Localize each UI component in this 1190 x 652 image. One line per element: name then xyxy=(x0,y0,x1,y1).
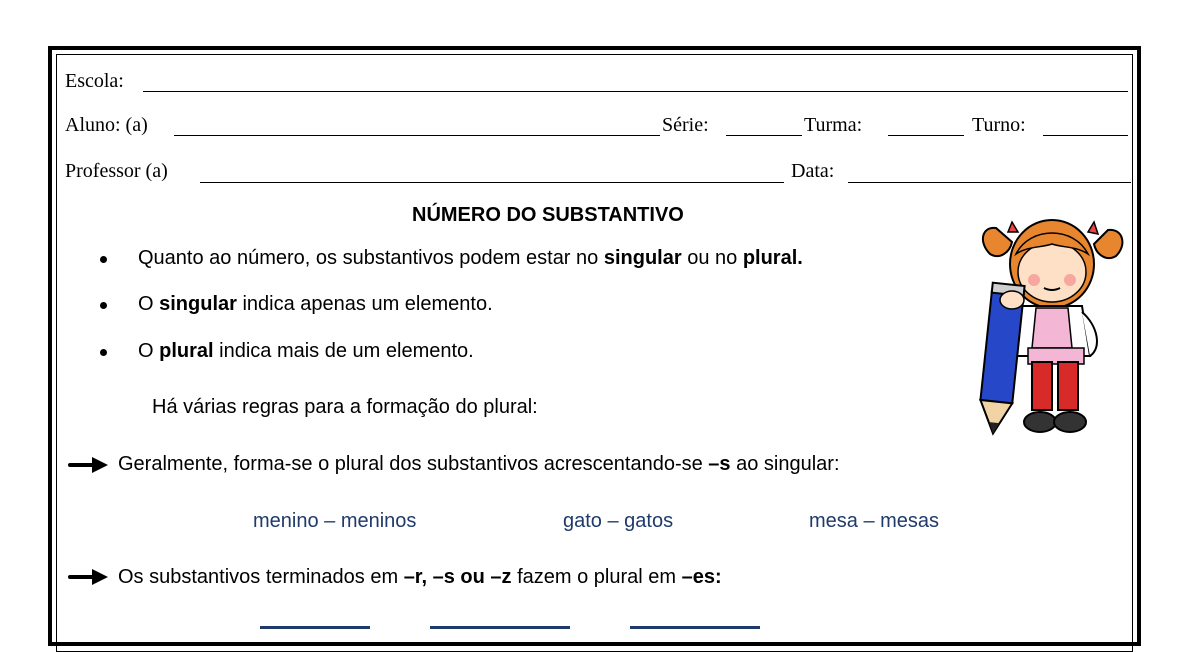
girl-with-pencil-illustration xyxy=(972,208,1132,440)
professor-label: Professor (a) xyxy=(65,160,168,182)
rule-1-bold: –s xyxy=(708,453,731,475)
serie-field[interactable] xyxy=(726,135,802,136)
bullet-1-text: Quanto ao número, os substantivos podem estar no xyxy=(138,247,604,269)
bullet-3-text: O xyxy=(138,340,160,362)
bullet-3-bold: plural xyxy=(159,340,214,362)
data-field[interactable] xyxy=(848,182,1131,183)
bullet-dot xyxy=(100,302,107,309)
rule-2-bold-es: –es: xyxy=(681,566,722,588)
aluno-label: Aluno: (a) xyxy=(65,114,148,136)
turma-field[interactable] xyxy=(888,135,964,136)
rule-2-bold-endings: –r, –s ou –z xyxy=(403,566,512,588)
bullet-2-bold: singular xyxy=(159,293,237,315)
turno-label: Turno: xyxy=(972,114,1026,136)
intro-text: Há várias regras para a formação do plural: xyxy=(152,396,538,418)
escola-field[interactable] xyxy=(143,91,1128,92)
turno-field[interactable] xyxy=(1043,135,1128,136)
aluno-field[interactable] xyxy=(174,135,660,136)
bullet-1-text-mid: ou no xyxy=(681,247,743,269)
data-label: Data: xyxy=(791,160,835,182)
bullet-1-bold-plural: plural. xyxy=(742,247,803,269)
bullet-dot xyxy=(100,349,107,356)
professor-field[interactable] xyxy=(200,182,784,183)
page-title: NÚMERO DO SUBSTANTIVO xyxy=(412,204,684,226)
bullet-dot xyxy=(100,256,107,263)
rule-1-text-post: ao singular: xyxy=(730,453,840,475)
arrow-right-icon xyxy=(68,566,112,588)
rule-2-text: Os substantivos terminados em xyxy=(118,566,404,588)
example-word: mesa – mesas xyxy=(809,510,940,532)
rule-1-text: Geralmente, forma-se o plural dos substantivos acrescentando-se xyxy=(118,453,709,475)
serie-label: Série: xyxy=(662,114,709,136)
bullet-1-bold-singular: singular xyxy=(603,247,682,269)
arrow-right-icon xyxy=(68,454,112,476)
cut-off-examples xyxy=(260,622,980,630)
rule-2 xyxy=(118,566,722,589)
example-word: menino – meninos xyxy=(253,510,417,532)
rule-2-text-mid: fazem o plural em xyxy=(511,566,682,588)
bullet-2 xyxy=(138,293,493,316)
bullet-2-text: O xyxy=(138,293,160,315)
bullet-3 xyxy=(138,340,474,363)
bullet-1 xyxy=(138,247,803,270)
turma-label: Turma: xyxy=(804,114,863,136)
rule-1 xyxy=(118,453,840,476)
example-word: gato – gatos xyxy=(563,510,674,532)
bullet-2-text-post: indica apenas um elemento. xyxy=(236,293,493,315)
bullet-3-text-post: indica mais de um elemento. xyxy=(213,340,474,362)
escola-label: Escola: xyxy=(65,70,124,92)
